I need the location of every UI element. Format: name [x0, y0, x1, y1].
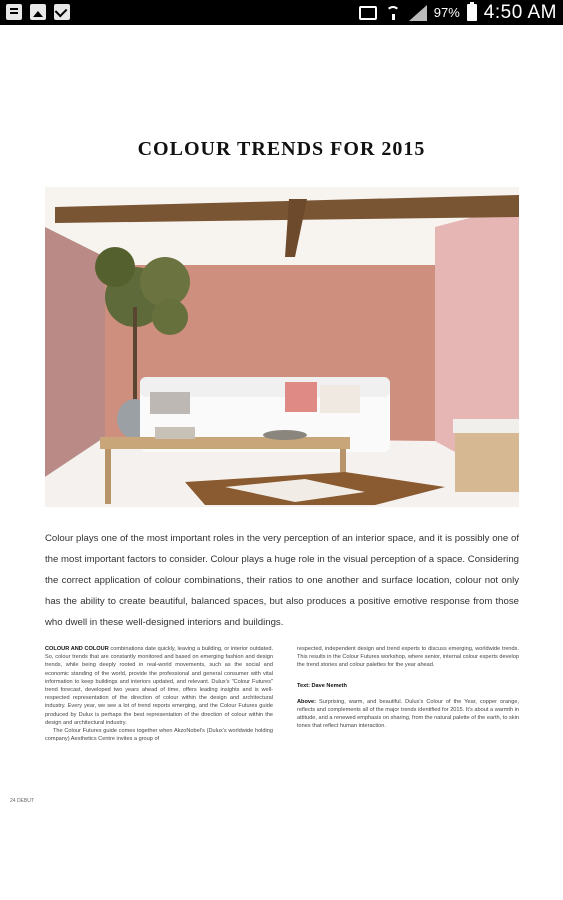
caption-text: Surprising, warm, and beautiful. Dulux's Colour of the Year, copper orange, reflects and complements all of the major trends identified for 2015. It's about a warmth in attitude, and a renewed emphasis on sharing, from the natural palette of the earth, to skin tones that reflect human interaction.: [297, 698, 519, 730]
article-title: COLOUR TRENDS FOR 2015: [137, 138, 426, 160]
body-column-2: [297, 645, 519, 731]
status-bar: [0, 0, 563, 25]
wifi-icon: [384, 4, 402, 22]
document-icon: [6, 4, 22, 20]
battery-percent: 97%: [433, 5, 460, 20]
vibrate-icon: [359, 6, 377, 20]
notification-icons: [6, 4, 70, 20]
caption-label: Above:: [297, 698, 316, 705]
author-credit: Text: Dave Nemeth: [297, 682, 347, 689]
battery-icon: [467, 4, 477, 21]
signal-icon: [409, 5, 427, 21]
page-footer: 24 DEBUT: [10, 798, 34, 804]
lead-paragraph: Colour plays one of the most important roles in the very perception of an interior space, and it is possibly one of the most important factors to consider. Colour plays a huge role in the visual perception of a space. Considering the correct application of colour combinations, their ratios to one another and surface location, colour not only has the ability to create beautiful, balanced spaces, but also produces a positive emotive response from those who dwell in these well-designed interiors and buildings.: [45, 533, 519, 628]
mail-icon: [54, 4, 70, 20]
dropcap-lead: COLOUR AND COLOUR: [45, 646, 109, 652]
body-text-2: The Colour Futures guide comes together when AkzoNobel's (Dulux's worldwide holding company) Aesthetics Centre invites a group of: [45, 728, 273, 743]
image-icon: [30, 4, 46, 20]
clock: 4:50 AM: [483, 1, 557, 23]
body-text: combinations date quickly, leaving a building, or interior outdated. So, colour trends that are constantly monitored and based on emerging fashion and design trends, while being deeply rooted in real-world movements, such as the social and economic standing of the world, provide the professional and general consumer with vital information to keep buildings and interiors updated, and relevant. Dulux's "Colour Futures" trend forecast, developed two years ahead of time, offers leading insights and is well-respected representation of the direction of colour within the design and architectural industry. Every year, we see a lot of trend reports emerging, and the Colour Futures guide produced by Dulux is perhaps the best representation of the direction of colour within the design and architectural industry.: [45, 646, 273, 726]
system-icons: [359, 0, 557, 25]
article-photo: [45, 187, 519, 507]
photo-caption: [297, 698, 519, 731]
body-column-1: [45, 645, 273, 743]
interior-photo: [45, 187, 519, 507]
body-text-3: respected, independent design and trend experts to discuss emerging, worldwide trends. This results in the Colour Futures workshop, where senior, internal colour experts develop the trend stories and colour palettes for the year ahead.: [297, 646, 519, 669]
